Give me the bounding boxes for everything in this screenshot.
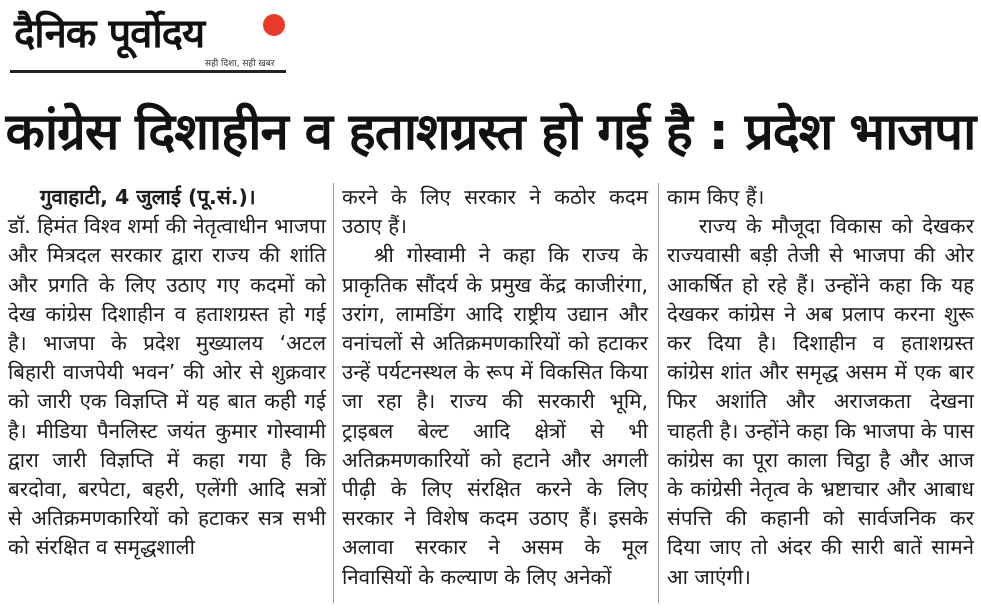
column-1-text: डॉ. हिमंत विश्व शर्मा की नेतृत्वाधीन भाजपा और मित्रदल सरकार द्वारा राज्य की शांति और प्रगति के लिए उठाए गए कदमों को देख कांग्रेस दिशाहीन व हताशग्रस्त हो गई है। भाजपा के प्रदेश मुख्यालय ‘अटल बिहारी वाजपेयी भवन’ की ओर से शुक्रवार को जारी एक विज्ञप्ति में यह बात कही गई है। मीडिया पैनलिस्ट जयंत कुमार गोस्वामी द्वारा जारी विज्ञप्ति में कहा गया है कि बरदोवा, बरपेटा, बहरी, एलेंगी आदि सत्रों से अतिक्रमणकारियों को हटाकर सत्र सभी को संरक्षित व समृद्धशाली (8, 214, 326, 560)
article-column-3 (667, 183, 974, 592)
column-divider (333, 183, 334, 603)
article-headline: कांग्रेस दिशाहीन व हताशग्रस्त हो गई है : प्रदेश भाजपा (5, 103, 976, 162)
column-2-paragraph-1: करने के लिए सरकार ने कठोर कदम उठाए हैं। (342, 185, 648, 239)
masthead (10, 4, 285, 74)
newspaper-tagline: सही दिशा, सही खबर (205, 59, 275, 69)
masthead-underline (10, 70, 286, 73)
column-3-paragraph-2: राज्य के मौजूदा विकास को देखकर राज्यवासी बड़ी तेजी से भाजपा की ओर आकर्षित हो रहे हैं। उन्होंने कहा कि यह देखकर कांग्रेस ने अब प्रलाप करना शुरू कर दिया है। दिशाहीन व हताशग्रस्त कांग्रेस शांत और समृद्ध असम में एक बार फिर अशांति और अराजकता देखना चाहती है। उन्होंने कहा कि भाजपा के पास कांग्रेस का पूरा काला चिट्ठा है और आज के कांग्रेसी नेतृत्व के भ्रष्टाचार और आबाध संपत्ति की कहानी को सार्वजनिक कर दिया जाए तो अंदर की सारी बातें सामने आ जाएंगी। (667, 214, 974, 589)
sun-logo-icon (263, 14, 285, 36)
article-dateline: गुवाहाटी, 4 जुलाई (पू.सं.)। (40, 185, 256, 209)
column-3-paragraph-1: काम किए हैं। (667, 185, 765, 209)
article-column-2 (342, 183, 648, 592)
article-column-1 (8, 183, 326, 563)
column-2-paragraph-2: श्री गोस्वामी ने कहा कि राज्य के प्राकृतिक सौंदर्य के प्रमुख केंद्र काजीरंगा, उरांग, लामडिंग आदि राष्ट्रीय उद्यान और वनांचलों से अतिक्रमणकारियों को हटाकर उन्हें पर्यटनस्थल के रूप में विकसित किया जा रहा है। राज्य की सरकारी भूमि, ट्राइबल बेल्ट आदि क्षेत्रों से भी अतिक्रमणकारियों को हटाने और अगली पीढ़ी के लिए संरक्षित करने के लिए सरकार ने विशेष कदम उठाए हैं। इसके अलावा सरकार ने असम के मूल निवासियों के कल्याण के लिए अनेकों (342, 243, 648, 589)
column-divider (658, 183, 659, 603)
newspaper-name: दैनिक पूर्वोदय (14, 11, 205, 57)
